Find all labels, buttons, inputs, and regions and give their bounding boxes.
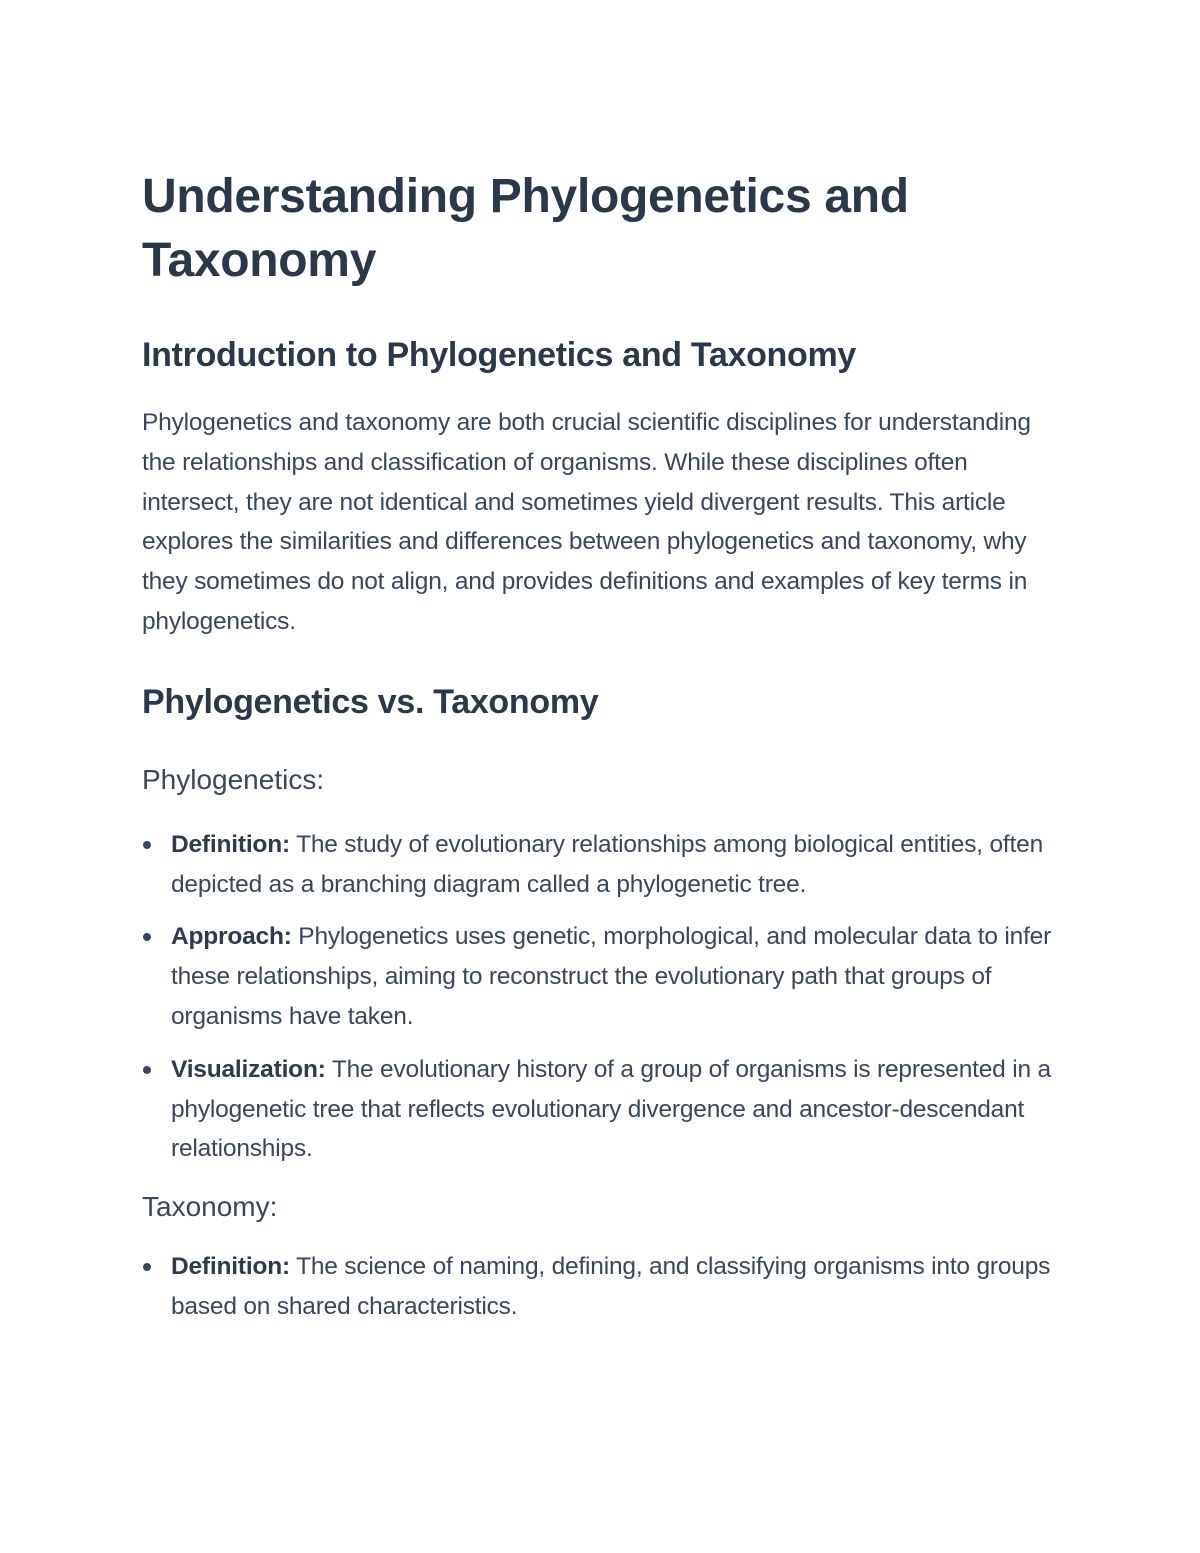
term-description: The evolutionary history of a group of organisms is represented in a phylogenetic tree that reflects evolutionary divergence and ancestor-descendant relationships. — [171, 1055, 1051, 1163]
term-label: Approach: — [171, 923, 292, 951]
term-description: Phylogenetics uses genetic, morphological, and molecular data to infer these relationships, aiming to reconstruct the evolutionary path that groups of organisms have taken. — [171, 923, 1052, 1030]
list-item-phylogenetics-visualization — [142, 1050, 1062, 1169]
term-label: Definition: — [171, 1253, 290, 1281]
list-item-phylogenetics-definition — [142, 825, 1062, 905]
phylogenetics-list — [142, 825, 1062, 1169]
term-label: Definition: — [171, 830, 290, 858]
section-heading-introduction: Introduction to Phylogenetics and Taxonomy — [142, 336, 857, 374]
list-item-phylogenetics-approach — [142, 917, 1062, 1036]
term-description: The science of naming, defining, and classifying organisms into groups based on shared characteristics. — [171, 1253, 1051, 1320]
bullet-icon — [143, 933, 151, 941]
term-description: The study of evolutionary relationships among biological entities, often depicted as a branching diagram called a phylogenetic tree. — [171, 830, 1043, 898]
document-title: Understanding Phylogenetics and Taxonomy — [142, 170, 909, 287]
subheading-phylogenetics: Phylogenetics: — [142, 763, 325, 795]
document-page — [142, 165, 1062, 1340]
term-label: Visualization: — [171, 1055, 326, 1083]
list-item-taxonomy-definition — [142, 1247, 1062, 1327]
introduction-paragraph: Phylogenetics and taxonomy are both crucial scientific disciplines for understanding the relationships and classification of organisms. While these disciplines often intersect, they are not identical and sometimes yield divergent results. This article explores the similarities and differences between phylogenetics and taxonomy, why they sometimes do not align, and provides definitions and examples of key terms in phylogenetics. — [142, 409, 1031, 635]
bullet-icon — [143, 1263, 151, 1271]
bullet-icon — [143, 1066, 151, 1074]
section-heading-phylogenetics-vs-taxonomy: Phylogenetics vs. Taxonomy — [142, 682, 599, 721]
subheading-taxonomy: Taxonomy: — [142, 1191, 278, 1223]
taxonomy-list — [142, 1247, 1062, 1327]
bullet-icon — [143, 841, 151, 849]
